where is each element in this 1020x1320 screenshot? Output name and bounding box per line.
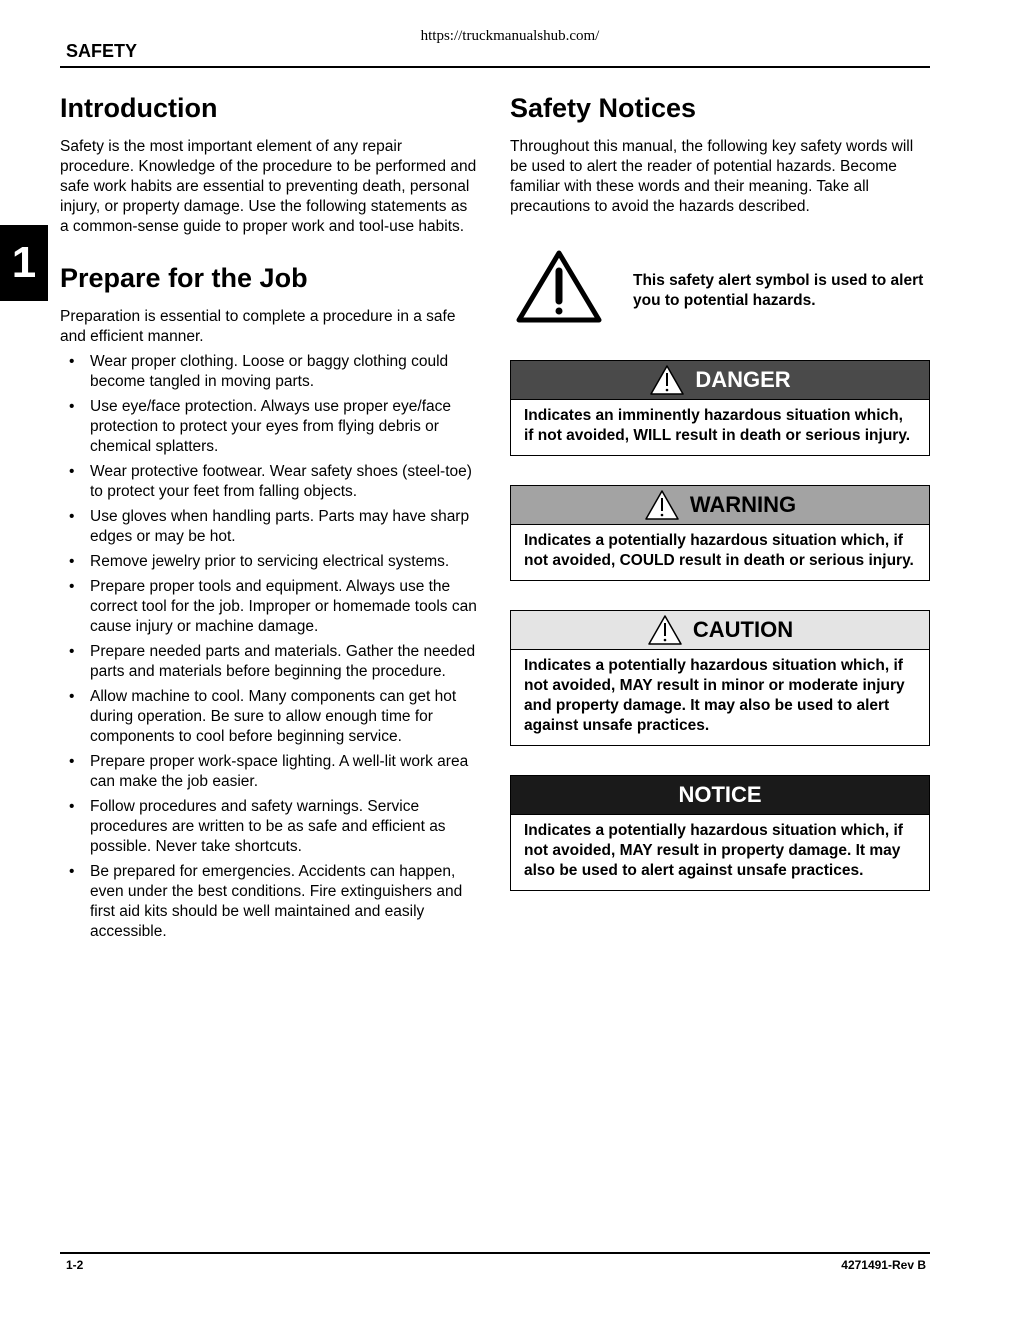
chapter-tab: 1 <box>0 225 48 301</box>
bullet-icon: • <box>69 463 75 480</box>
bullet-icon: • <box>69 553 75 570</box>
introduction-body: Safety is the most important element of any repair procedure. Knowledge of the procedure to be performed and safe work habits are essential to preventing death, personal injury, or property damage. Use the following statements as a common-sense guide to proper work and tool-use habits. <box>60 138 477 235</box>
list-item: • Allow machine to cool. Many components can get hot during operation. Be sure to allow enough time for components to cool before beginning service. <box>69 688 457 745</box>
notice-header <box>511 776 929 815</box>
list-item: • Wear protective footwear. Wear safety shoes (steel-toe) to protect your feet from falling objects. <box>69 463 472 500</box>
list-item: • Prepare proper work-space lighting. A well-lit work area can make the job easier. <box>69 753 469 790</box>
warning-box <box>510 485 930 581</box>
warning-label: WARNING <box>689 492 797 517</box>
list-item: • Prepare proper tools and equipment. Always use the correct tool for the job. Improper or homemade tools can cause injury or machine damage. <box>69 578 477 635</box>
bullet-icon: • <box>69 643 75 660</box>
bullet-icon: • <box>69 508 75 525</box>
danger-label: DANGER <box>695 367 791 392</box>
bullet-icon: • <box>69 353 75 370</box>
bullet-icon: • <box>69 688 75 705</box>
list-item: • Wear proper clothing. Loose or baggy clothing could become tangled in moving parts. <box>69 353 449 390</box>
warning-triangle-icon <box>644 489 680 521</box>
introduction-heading: Introduction <box>60 93 218 123</box>
footer-divider <box>60 1252 930 1254</box>
bullet-icon: • <box>69 863 75 880</box>
list-item: • Follow procedures and safety warnings. Service procedures are written to be as safe and efficient as possible. Never take shortcuts. <box>69 798 446 855</box>
list-item: • Prepare needed parts and materials. Gather the needed parts and materials before beginning the procedure. <box>69 643 476 680</box>
warning-triangle-icon <box>647 614 683 646</box>
alert-symbol-row <box>510 249 930 329</box>
notice-box <box>510 775 930 891</box>
danger-header <box>511 361 929 400</box>
warning-header <box>511 486 929 525</box>
header-divider <box>60 66 930 68</box>
prepare-intro: Preparation is essential to complete a procedure in a safe and efficient manner. <box>60 308 456 345</box>
bullet-icon: • <box>69 798 75 815</box>
list-item: • Be prepared for emergencies. Accidents can happen, even under the best conditions. Fire extinguishers and first aid kits should be well maintained and easily accessible. <box>69 863 463 940</box>
bullet-icon: • <box>69 398 75 415</box>
warning-text: Indicates a potentially hazardous situation which, if not avoided, COULD result in death or serious injury. <box>524 532 914 569</box>
page-number: 1-2 <box>66 1258 84 1272</box>
safety-notices-body: Throughout this manual, the following key safety words will be used to alert the reader of potential hazards. Become familiar with these words and their meaning. Take all precautions to avoid the hazards described. <box>510 138 914 215</box>
notice-text: Indicates a potentially hazardous situation which, if not avoided, MAY result in property damage. It may also be used to alert against unsafe practices. <box>524 822 903 879</box>
caution-text: Indicates a potentially hazardous situation which, if not avoided, MAY result in minor or moderate injury and property damage. It may also be used to alert against unsafe practices. <box>524 657 905 734</box>
danger-box <box>510 360 930 456</box>
warning-triangle-icon <box>516 249 602 325</box>
right-column <box>510 92 930 891</box>
list-item: • Use gloves when handling parts. Parts may have sharp edges or may be hot. <box>69 508 470 545</box>
list-item: • Remove jewelry prior to servicing electrical systems. <box>69 553 450 570</box>
list-item: • Use eye/face protection. Always use proper eye/face protection to protect your eyes from flying debris or chemical splatters. <box>69 398 452 455</box>
caution-label: CAUTION <box>692 617 794 642</box>
document-id: 4271491-Rev B <box>841 1258 926 1272</box>
source-url: https://truckmanualshub.com/ <box>420 28 600 44</box>
bullet-icon: • <box>69 578 75 595</box>
left-column <box>60 92 480 947</box>
warning-triangle-icon <box>649 364 685 396</box>
bullet-icon: • <box>69 753 75 770</box>
prepare-heading: Prepare for the Job <box>60 263 308 293</box>
danger-text: Indicates an imminently hazardous situation which, if not avoided, WILL result in death or serious injury. <box>524 407 911 444</box>
prepare-list <box>60 352 480 942</box>
notice-label: NOTICE <box>678 782 762 807</box>
safety-notices-heading: Safety Notices <box>510 93 697 123</box>
section-header: SAFETY <box>66 41 138 61</box>
caution-box <box>510 610 930 746</box>
caution-header <box>511 611 929 650</box>
alert-symbol-description: This safety alert symbol is used to alert you to potential hazards. <box>633 272 924 309</box>
